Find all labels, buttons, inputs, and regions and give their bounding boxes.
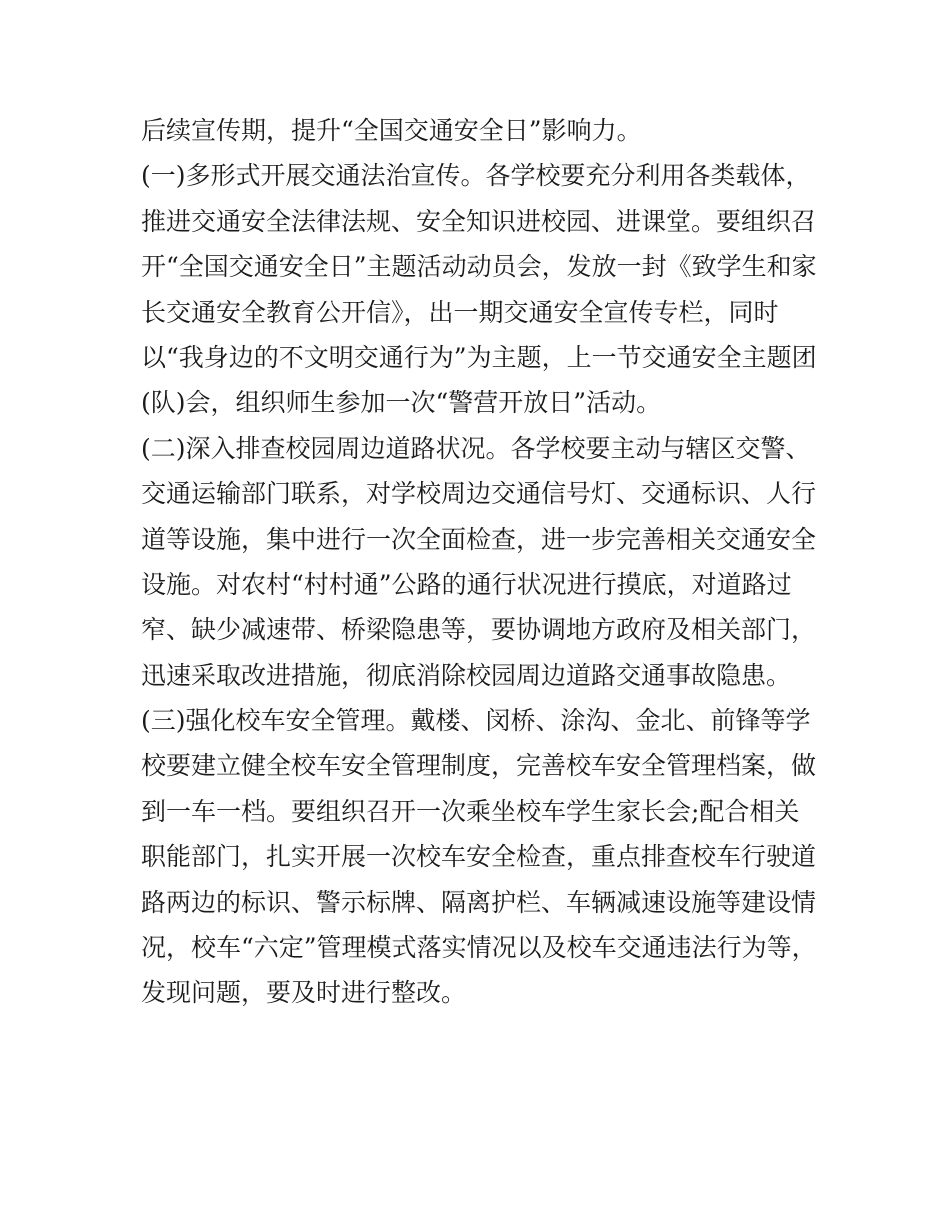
text-line: 交通运输部门联系，对学校周边交通信号灯、交通标识、人行 (141, 479, 817, 509)
text-line: 长交通安全教育公开信》，出一期交通安全宣传专栏，同时 (141, 297, 779, 327)
text-line: 开“全国交通安全日”主题活动动员会，发放一封《致学生和家 (141, 252, 817, 282)
text-line: 窄、缺少减速带、桥梁隐患等，要协调地方政府及相关部门， (141, 615, 817, 645)
text-line: (三)强化校车安全管理。戴楼、闵桥、涂沟、金北、前锋等学 (141, 706, 811, 736)
text-line: 路两边的标识、警示标牌、隔离护栏、车辆减速设施等建设情 (141, 887, 817, 917)
text-line: 设施。对农村“村村通”公路的通行状况进行摸底，对道路过 (141, 569, 792, 599)
text-line: 职能部门，扎实开展一次校车安全检查，重点排查校车行驶道 (141, 842, 817, 872)
text-line: 况，校车“六定”管理模式落实情况以及校车交通违法行为等， (141, 933, 817, 963)
text-line: 迅速采取改进措施，彻底消除校园周边道路交通事故隐患。 (141, 660, 792, 690)
text-line: 以“我身边的不文明交通行为”为主题，上一节交通安全主题团 (141, 342, 817, 372)
text-line: 发现问题，要及时进行整改。 (141, 978, 467, 1008)
text-line: (二)深入排查校园周边道路状况。各学校要主动与辖区交警、 (141, 433, 811, 463)
text-line: 道等设施，集中进行一次全面检查，进一步完善相关交通安全 (141, 524, 817, 554)
text-line: 到一车一档。要组织召开一次乘坐校车学生家长会;配合相关 (141, 796, 800, 826)
text-line: 后续宣传期，提升“全国交通安全日”影响力。 (141, 116, 642, 145)
text-line: 推进交通安全法律法规、安全知识进校园、进课堂。要组织召 (141, 206, 817, 236)
text-line: (队)会，组织师生参加一次“警营开放日”活动。 (141, 388, 662, 418)
text-line: (一)多形式开展交通法治宣传。各学校要充分利用各类载体， (141, 161, 811, 191)
text-line: 校要建立健全校车安全管理制度，完善校车安全管理档案，做 (141, 751, 817, 781)
document-body (141, 108, 821, 1016)
